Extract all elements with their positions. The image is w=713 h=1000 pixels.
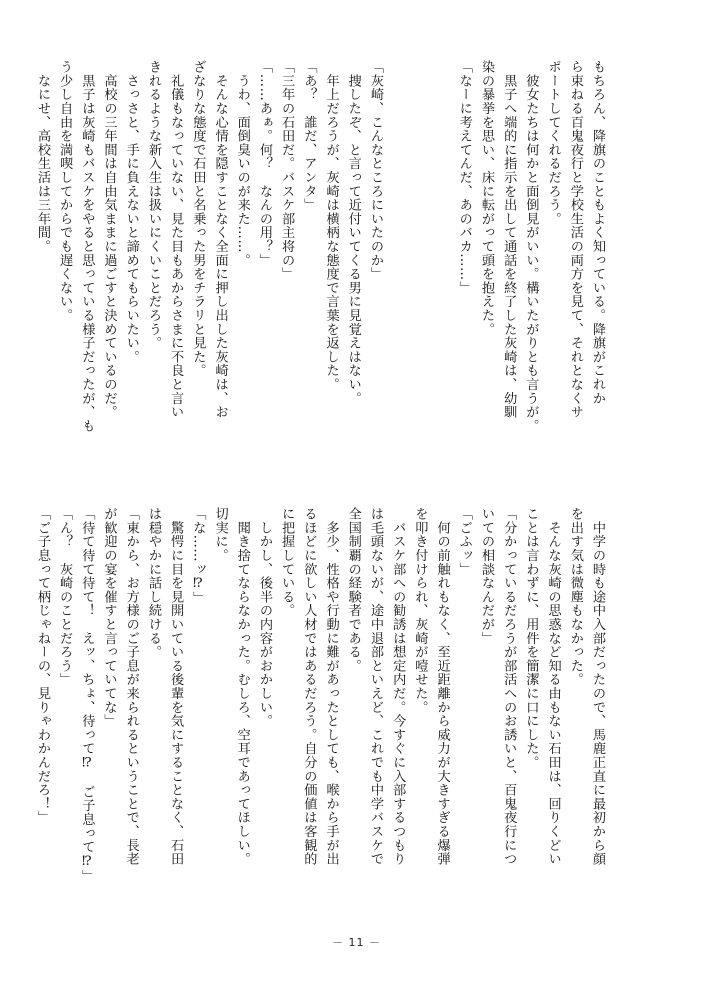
text-line: バスケ部への勧誘は想定内だ。今すぐに入部するつもり xyxy=(390,507,406,866)
text-line: るほどに欲しい人材ではあるだろう。自分の価値は客観的 xyxy=(301,507,317,866)
text-line xyxy=(386,60,408,462)
text-line: さっさと、手に負えないと諦めてもらいたい。 xyxy=(123,60,139,364)
text-line: 「灰崎、こんなところにいたのか」 xyxy=(367,60,383,281)
text-line: は穏やかに話し続ける。 xyxy=(145,507,161,659)
text-line: を叩き付けられ、灰崎が噎せた。 xyxy=(412,507,428,714)
text-line xyxy=(430,60,452,462)
text-line: 黒子へ端的に指示を出して通話を終了した灰崎は、幼馴 xyxy=(501,60,517,419)
text-line: きれるような新入生は扱いにくいことだろう。 xyxy=(145,60,161,350)
text-line: 「あ？ 誰だ、アンタ」 xyxy=(301,60,317,212)
text-line: 彼女たちは何かと面倒見がいい。構いたがりとも言うが。 xyxy=(523,60,539,433)
text-line: そんな心情を隠すことなく全面に押し出した灰崎は、お xyxy=(212,60,228,419)
text-line: なにせ、高校生活は三年間。 xyxy=(34,60,50,254)
text-line: 捜したぞ、と言って近付いてくる男に見覚えはない。 xyxy=(345,60,361,405)
lower-text-block xyxy=(34,507,608,909)
text-line: 「ん？ 灰崎のことだろう」 xyxy=(57,507,73,687)
text-line: 何の前触れもなく、至近距離から威力が大きすぎる爆弾 xyxy=(434,507,450,866)
text-line: 「東から、お方様のご子息が来られるということで、長老 xyxy=(123,507,139,866)
text-line: 「なーに考えてんだ、あのバカ……」 xyxy=(456,60,472,295)
text-line: 高校の三年間は自由気ままに過ごすと決めているのだ。 xyxy=(101,60,117,419)
text-line: 黒子は灰崎もバスケをやると思っている様子だったが、も xyxy=(79,60,95,433)
text-line: 「分かっているだろうが部活へのお誘いと、百鬼夜行につ xyxy=(501,507,517,866)
text-line: もちろん、降旗のこともよく知っている。降旗がこれか xyxy=(590,60,605,405)
text-line: そんな灰崎の思惑など知る由もない石田は、回りくどい xyxy=(545,507,561,866)
text-line: ざなりな態度で石田と名乗った男をチラリと見た。 xyxy=(190,60,206,378)
text-line: う少し自由を満喫してからでも遅くない。 xyxy=(57,60,73,323)
text-line: 「待て待て待て！ えッ、ちょ、待って⁉ ご子息って⁉」 xyxy=(79,507,95,884)
text-line: は毛頭ないが、途中退部といえど、これでも中学バスケで xyxy=(367,507,383,866)
text-line: しかし、後半の内容がおかしい。 xyxy=(256,507,272,728)
text-line xyxy=(408,60,430,462)
text-line: 切実に。 xyxy=(212,507,228,563)
text-line: 多少、性格や行動に難があったとしても、喉から手が出 xyxy=(323,507,339,866)
text-line: 聞き捨てならなかった。むしろ、空耳であってほしい。 xyxy=(234,507,250,866)
text-line: 「な……ッ⁉」 xyxy=(190,507,206,606)
text-line: うわ、面倒臭いのが来た……。 xyxy=(234,60,250,267)
text-line: 「ご子息って柄じゃねーの、見りゃわかんだろ！」 xyxy=(34,507,50,825)
text-line: いての相談なんだが」 xyxy=(478,507,494,645)
text-line: が歓迎の宴を催すと言っていてな」 xyxy=(101,507,117,728)
text-line: 年上だろうが、灰崎は横柄な態度で言葉を返した。 xyxy=(323,60,339,392)
text-line: に把握している。 xyxy=(279,507,295,618)
text-line: 「三年の石田だ。バスケ部主将の」 xyxy=(279,60,295,281)
text-line: 中学の時も途中入部だったので、馬鹿正直に最初から顔 xyxy=(590,507,605,866)
text-line: 「……あぁ。何？ なんの用？」 xyxy=(256,60,272,267)
text-line: 「ごふッ」 xyxy=(456,507,472,576)
text-line: 染の暴挙を思い、床に転がって頭を抱えた。 xyxy=(478,60,494,336)
upper-text-block xyxy=(34,60,608,462)
text-line: ことは言わずに、用件を簡潔に口にした。 xyxy=(523,507,539,770)
text-line: 礼儀もなっていない、見た目もあからさまに不良と言い xyxy=(168,60,184,419)
text-line: 全国制覇の経験者である。 xyxy=(345,507,361,673)
text-line: ポートしてくれるだろう。 xyxy=(545,60,561,226)
text-line: 驚愕に目を見開いている後輩を気にすることなく、石田 xyxy=(168,507,184,866)
page-number: － 11 － xyxy=(332,936,381,949)
text-line: を出す気は微塵もなかった。 xyxy=(567,507,583,687)
text-line: ら束ねる百鬼夜行と学校生活の両方を見て、それとなくサ xyxy=(567,60,583,419)
